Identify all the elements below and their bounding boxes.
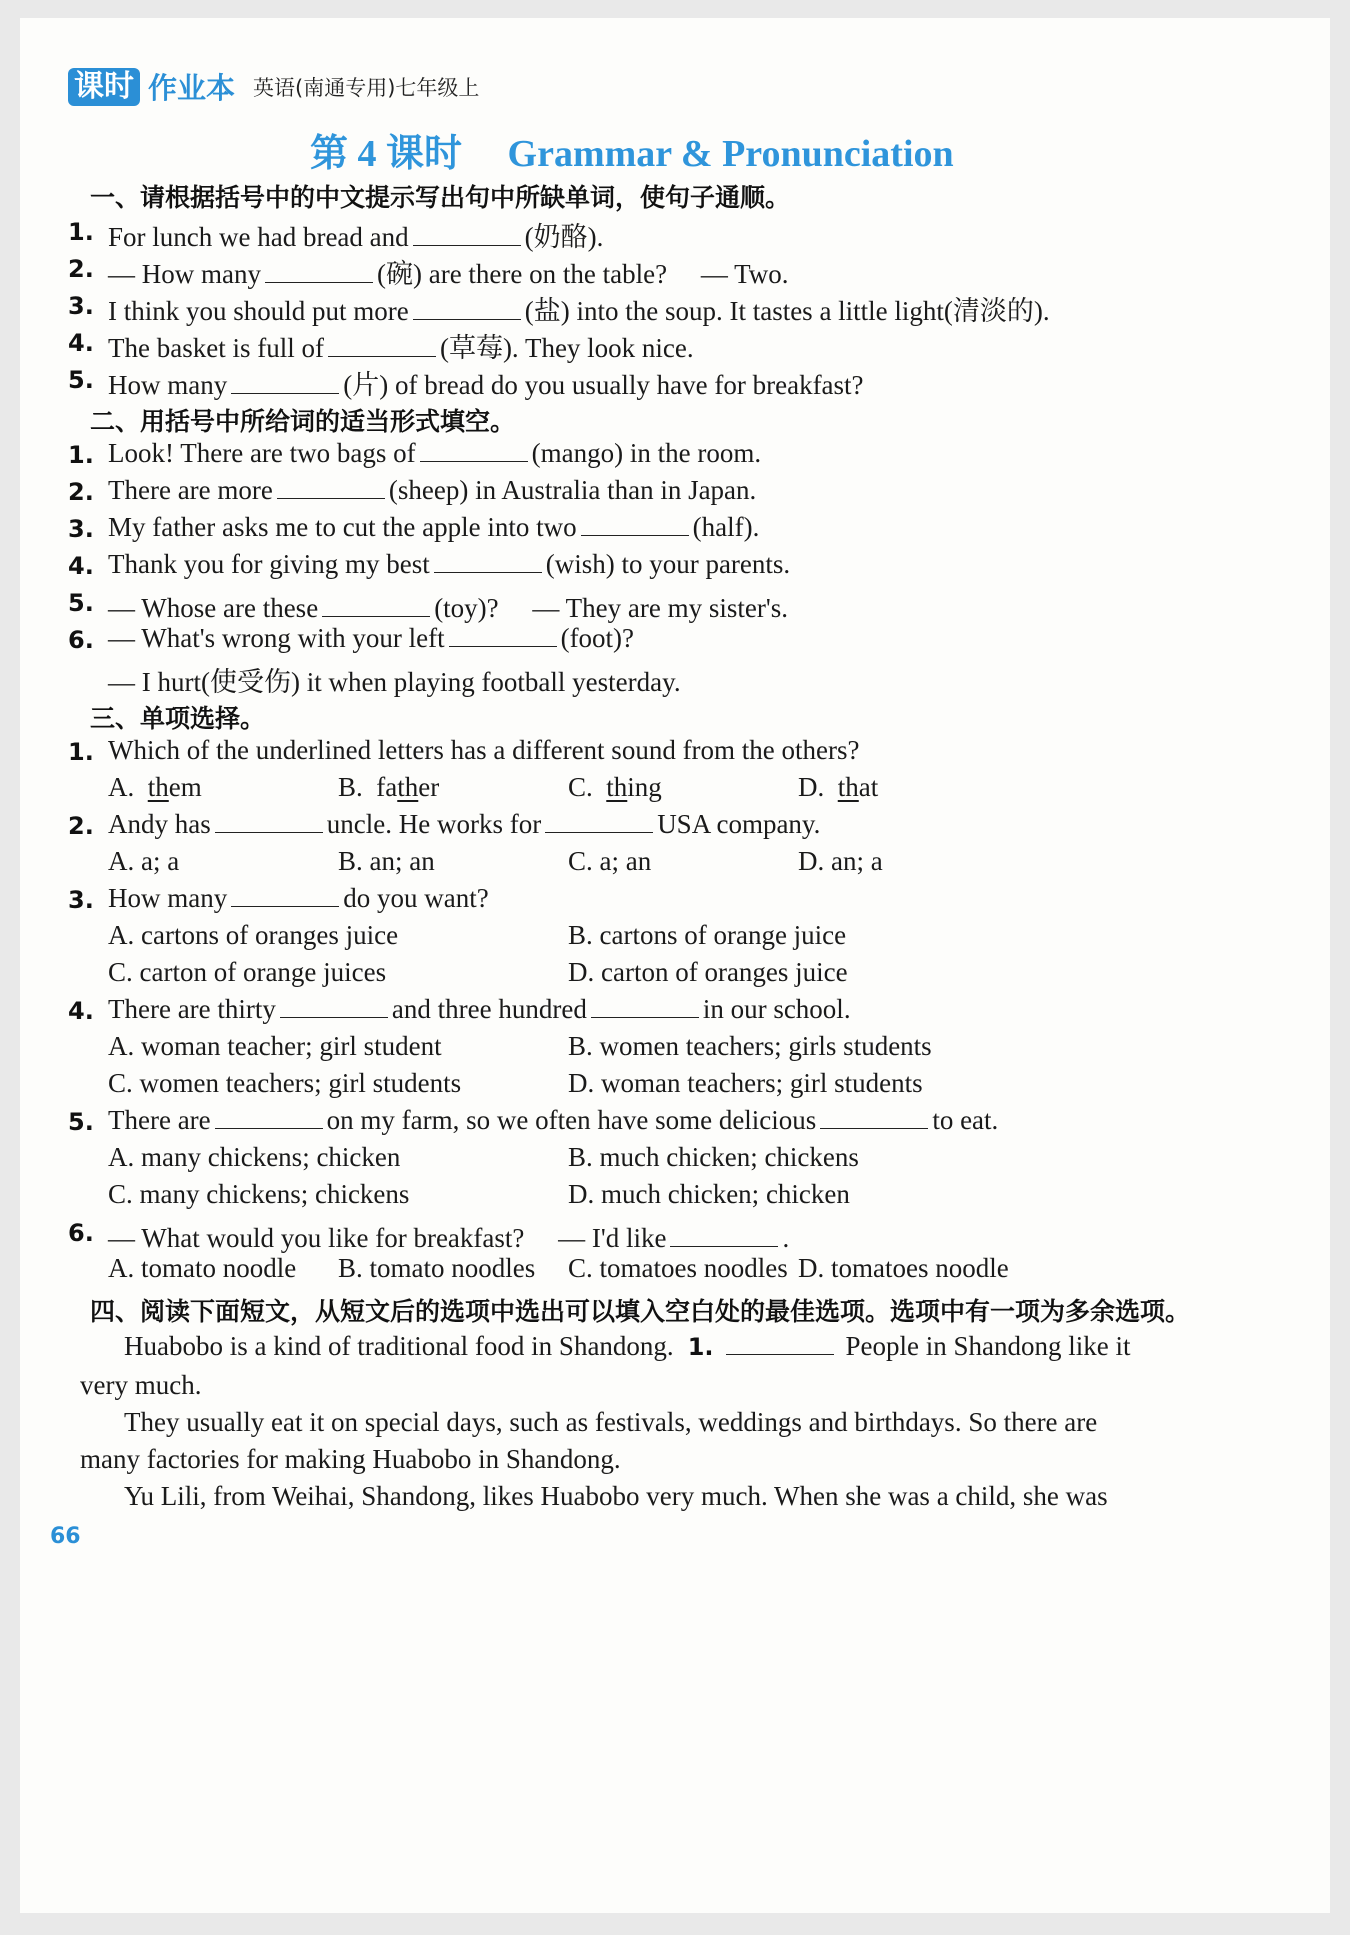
answer-blank[interactable] [726,1332,834,1355]
option-c[interactable]: C. a; an [568,846,652,876]
answer-blank[interactable] [413,223,521,246]
question-text: (foot)? [560,623,635,653]
passage-text: very much. [80,1370,202,1400]
question-reply: — I hurt(使受伤) it when playing football yesterday. [108,667,681,697]
question-number: 4. [68,329,94,357]
header [68,66,479,106]
question-number: 3. [68,292,94,320]
answer-blank[interactable] [413,297,521,320]
blank-number: 1. [687,1333,714,1361]
page-number: 66 [50,1524,81,1549]
option-c[interactable]: C. thing [568,772,662,802]
option-d[interactable]: D. that [798,772,879,802]
question-number: 1. [68,441,94,469]
question-text: There are thirty [108,994,276,1024]
question-text: and three hundred [391,994,587,1024]
question-text: (盐) into the soup. It tastes a little light(清淡的). [524,296,1050,326]
answer-blank[interactable] [581,513,689,536]
question-text: The basket is full of [108,333,324,363]
question-text: (toy)? — They are my sister's. [434,593,788,623]
question-text: There are more [108,475,273,505]
question-number: 3. [68,515,94,543]
question-text: uncle. He works for [326,809,542,839]
option-a[interactable]: A. tomato noodle [108,1253,297,1283]
question-number: 2. [68,478,94,506]
question-text: in our school. [702,994,851,1024]
passage-text: Yu Lili, from Weihai, Shandong, likes Huabobo very much. When she was a child, she was [124,1481,1108,1511]
question-number: 2. [68,255,94,283]
question-text: (草莓). They look nice. [439,333,694,363]
question-number: 5. [68,1108,94,1136]
option-b[interactable]: B. an; an [338,846,435,876]
option-b[interactable]: B. cartons of orange juice [568,920,847,950]
question-text: Look! There are two bags of [108,438,416,468]
answer-blank[interactable] [420,439,528,462]
section1-heading: 一、请根据括号中的中文提示写出句中所缺单词，使句子通顺。 [90,183,791,212]
question-number: 4. [68,552,94,580]
option-b[interactable]: B. women teachers; girls students [568,1031,932,1061]
answer-blank[interactable] [670,1224,778,1247]
question-text: USA company. [657,809,821,839]
question-number: 1. [68,218,94,246]
question-number: 2. [68,812,94,840]
brand-logo-a: 课时 [68,68,140,106]
answer-blank[interactable] [265,260,373,283]
answer-blank[interactable] [545,810,653,833]
question-text: (片) of bread do you usually have for breakfast? [343,370,864,400]
passage-text: Huabobo is a kind of traditional food in Shandong. [124,1331,674,1361]
question-text: Which of the underlined letters has a different sound from the others? [108,735,860,765]
question-text: — What would you like for breakfast? — I'd like [108,1223,667,1253]
question-number: 6. [68,626,94,654]
option-d[interactable]: D. tomatoes noodle [798,1253,1009,1283]
question-text: There are [108,1105,211,1135]
passage-text: People in Shandong like it [845,1331,1131,1361]
option-a[interactable]: A. woman teacher; girl student [108,1031,442,1061]
answer-blank[interactable] [434,550,542,573]
answer-blank[interactable] [277,476,385,499]
answer-blank[interactable] [215,810,323,833]
section3-heading: 三、单项选择。 [90,704,266,733]
question-text: (奶酪). [524,222,604,252]
lesson-topic: Grammar & Pronunciation [507,133,954,175]
lesson-number: 第 4 课时 [310,133,463,175]
option-d[interactable]: D. woman teachers; girl students [568,1068,923,1098]
passage-text: many factories for making Huabobo in Shandong. [80,1444,621,1474]
question-text: I think you should put more [108,296,409,326]
question-number: 5. [68,589,94,617]
question-text: For lunch we had bread and [108,222,409,252]
question-text: Thank you for giving my best [108,549,430,579]
passage-text: They usually eat it on special days, such as festivals, weddings and birthdays. So there are [124,1407,1098,1437]
question-text: (碗) are there on the table? — Two. [376,259,789,289]
answer-blank[interactable] [449,624,557,647]
answer-blank[interactable] [280,995,388,1018]
answer-blank[interactable] [215,1106,323,1129]
option-b[interactable]: B. tomato noodles [338,1253,536,1283]
answer-blank[interactable] [231,884,339,907]
option-a[interactable]: A. a; a [108,846,180,876]
question-number: 4. [68,997,94,1025]
option-a[interactable]: A. many chickens; chicken [108,1142,401,1172]
question-number: 3. [68,886,94,914]
question-text: — How many [108,259,261,289]
question-number: 1. [68,738,94,766]
option-c[interactable]: C. many chickens; chickens [108,1179,410,1209]
answer-blank[interactable] [591,995,699,1018]
question-text: (wish) to your parents. [545,549,791,579]
answer-blank[interactable] [820,1106,928,1129]
question-text: How many [108,370,228,400]
option-c[interactable]: C. carton of orange juices [108,957,387,987]
question-text: Andy has [108,809,211,839]
brand-logo-b: 作业本 [148,71,236,105]
question-number: 5. [68,366,94,394]
question-text: to eat. [932,1105,999,1135]
option-d[interactable]: D. carton of oranges juice [568,957,848,987]
option-b[interactable]: B. much chicken; chickens [568,1142,859,1172]
question-text: (mango) in the room. [531,438,762,468]
section2-heading: 二、用括号中所给词的适当形式填空。 [90,407,516,436]
answer-blank[interactable] [328,334,436,357]
question-text: on my farm, so we often have some delicious [326,1105,817,1135]
lesson-title [310,122,954,177]
option-c[interactable]: C. tomatoes noodles [568,1253,788,1283]
option-c[interactable]: C. women teachers; girl students [108,1068,462,1098]
option-d[interactable]: D. much chicken; chicken [568,1179,850,1209]
option-a[interactable]: A. them [108,772,202,802]
answer-blank[interactable] [322,594,430,617]
answer-blank[interactable] [231,371,339,394]
worksheet-page [20,18,1330,1913]
option-d[interactable]: D. an; a [798,846,883,876]
question-text: . [782,1223,790,1253]
question-text: — What's wrong with your left [108,623,445,653]
question-text: — Whose are these [108,593,319,623]
option-a[interactable]: A. cartons of oranges juice [108,920,399,950]
book-info: 英语(南通专用)七年级上 [253,75,480,100]
section4-heading: 四、阅读下面短文，从短文后的选项中选出可以填入空白处的最佳选项。选项中有一项为多余选项。 [90,1297,1191,1326]
question-text: How many [108,883,228,913]
question-text: My father asks me to cut the apple into two [108,512,577,542]
question-number: 6. [68,1219,94,1247]
question-text: (half). [692,512,760,542]
option-b[interactable]: B. father [338,772,440,802]
question-text: do you want? [343,883,489,913]
question-text: (sheep) in Australia than in Japan. [388,475,757,505]
